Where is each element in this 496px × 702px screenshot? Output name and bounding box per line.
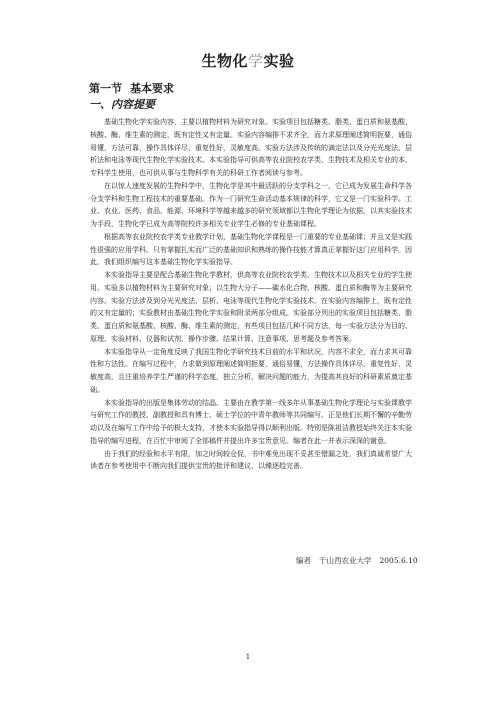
section-number: 第一节 (89, 82, 122, 95)
section-heading (89, 80, 174, 96)
title-part-2: 学 (247, 52, 264, 70)
paragraph: 在以惊人速度发展的生物科学中，生物化学是其中最活跃的分支学科之一，它已成为发展生命科学各分支学科和生物工程技术的重要基础。作为一门研究生命活动基本规律的科学，它又是一门实验科学。工业、农业、医药、食品、能源、环境科学等越来越多的研究领域都以生物化学理论为依据，以其实验技术为手段，生物化学已成为高等院校许多相关专业学生必修的专业基础课程。 (90, 181, 412, 228)
section-title: 基本要求 (130, 82, 174, 95)
paragraph: 由于我们的经验和水平有限，加之时间较仓促，书中难免出现不妥甚至错漏之处，我们真诚希望广大读者在参考使用中不断向我们提供宝贵的批评和建议，以臻逐趋完善。 (90, 449, 412, 471)
body-text (90, 116, 412, 473)
document-title (0, 50, 496, 71)
signature-date: 2005.6.10 (379, 556, 418, 565)
paragraph: 本实验指导的出版是集体劳动的结晶。主要由在教学第一线多年从事基础生物化学理论与实验课教学与研究工作的教授、副教授和具有博士、硕士学位的中青年教师等共同编写。正是他们长期不懈的辛勤劳动以及在编写工作中给予的极大支持，才使本实验指导得以顺利出版。特别是陈祖洁教授始终关注本实验指导的编写进程，在百忙中审阅了全部稿件并提出许多宝贵意见。编者在此一并表示深深的谢意。 (90, 398, 412, 445)
signature-org: 于山西农业大学 (319, 556, 372, 565)
signature (296, 555, 426, 566)
title-part-3: 实验 (263, 52, 295, 70)
title-part-1: 生物化 (201, 52, 248, 70)
page-number: 1 (245, 653, 251, 661)
subsection-heading: 一、内容提要 (89, 98, 155, 111)
paragraph: 本实验指导从一定角度反映了我国生物化学研究技术目前的水平和状况，内容不求全，而力求其可靠性和方法性。在编写过程中，力求做到原理阐述简明扼要，通俗易懂，方法操作具体详尽，重复性好，灵敏度高，且注重培养学生严谨的科学态度，独立分析、解决问题的能力，为提高其良好的科研素质奠定基础。 (90, 347, 412, 394)
paragraph: 基础生物化学实验内容，主要以植物材料为研究对象。实验项目包括糖类、脂类、蛋白质和氨基酸、核酸、酶、维生素的测定，既有定性又有定量。实验内容编排不求齐全，而力求原理阐述简明扼要，通俗易懂，方法可靠，操作具体详尽，重复性好，灵敏度高。实验方法涉及传统的滴定法以及分光光度法、层析法和电泳等现代生物化学实验技术。本实验指导可供高等农业院校农学类、生物技术及相关专业的本、专科学生使用，也可供从事与生物科学有关的科研工作者阅读与参考。 (90, 118, 412, 177)
paragraph: 根据高等农业院校农学类专业教学计划，基础生物化学课程是一门重要的专业基础课；并且又是实践性很强的应用学科。只有掌握扎实而广泛的基础知识和熟练的操作技能才算真正掌握好这门应用科学。因此，我们组织编写这本基础生物化学实验指导。 (90, 232, 412, 267)
paragraph: 本实验指导主要是配合基础生物化学教材，供高等农业院校农学类、生物技术以及相关专业的学生使用。实验多以植物材料为主要研究对象；以生物大分子——碳水化合物、核酸、蛋白质和酶等为主要研究内容。实验方法涉及到分光光度法、层析、电泳等现代生物化学实验技术。在实验内容编排上，既有定性的又有定量的；实验教材由基础生物化学实验和附录两部分组成。实验部分列出的实验项目包括糖类、脂类、蛋白质和氨基酸、核酸、酶、维生素的测定，有些项目包括几种不同方法，每一实验方法分为目的、原理、实验材料、仪器和试剂、操作步骤、结果计算、注意事项、思考题及参考答案。 (90, 271, 412, 343)
signature-role: 编者 (296, 556, 311, 565)
